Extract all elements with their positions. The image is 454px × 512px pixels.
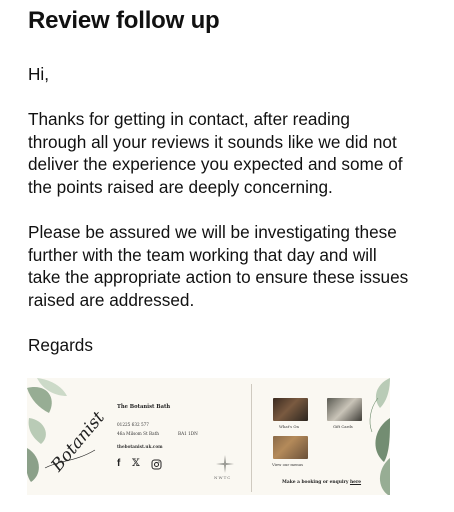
nwtc-compass-icon: [215, 454, 235, 474]
paragraph-2-line-3: take the appropriate action to ensure these issues: [28, 267, 409, 287]
venue-street: 46a Milsom St: [117, 431, 148, 436]
instagram-icon[interactable]: [151, 459, 162, 474]
whats-on-image[interactable]: [273, 398, 308, 421]
email-signature-banner: [27, 378, 390, 495]
x-icon[interactable]: 𝕏: [132, 458, 140, 469]
paragraph-1-line-4: the points raised are deeply concerning.: [28, 176, 333, 197]
email-signoff: Regards: [28, 335, 93, 355]
nwtc-label: NWTC: [214, 475, 232, 480]
venue-name: The Botanist Bath: [117, 404, 171, 410]
botanical-leaves-right-decoration: [350, 378, 390, 495]
view-menus-link[interactable]: View our menus: [272, 462, 304, 467]
email-greeting: Hi,: [28, 64, 50, 84]
paragraph-1-line-1: Thanks for getting in contact, after reading: [28, 109, 350, 129]
venue-phone: 01225 632 577: [117, 422, 149, 427]
paragraph-2-line-2: further with the team working that day and will: [28, 244, 377, 265]
email-subject: Review follow up: [28, 7, 220, 34]
email-paragraph-1: [28, 108, 452, 198]
venue-postcode: BA1 1DN: [178, 431, 198, 436]
venue-website[interactable]: thebotanist.uk.com: [117, 444, 163, 449]
botanist-logo: [35, 400, 113, 480]
gift-cards-link[interactable]: Gift Cards: [333, 424, 353, 429]
paragraph-2-line-1: Please be assured we will be investigating these: [28, 222, 397, 242]
logo-text: Botanist: [47, 407, 109, 476]
paragraph-1-line-2: through all your reviews it sounds like we did not: [28, 131, 397, 152]
menus-image[interactable]: [273, 436, 308, 459]
email-paragraph-2: [28, 221, 452, 311]
facebook-icon[interactable]: f: [117, 458, 121, 469]
venue-city: Bath: [149, 431, 159, 436]
paragraph-2-line-4: raised are addressed.: [28, 289, 195, 310]
paragraph-1-line-3: deliver the experience you expected and some of: [28, 154, 403, 174]
booking-here-link[interactable]: here: [349, 480, 362, 485]
whats-on-link[interactable]: What's On: [279, 424, 299, 429]
booking-text: Make a booking or enquiry: [282, 480, 349, 485]
signature-divider: [251, 384, 252, 492]
